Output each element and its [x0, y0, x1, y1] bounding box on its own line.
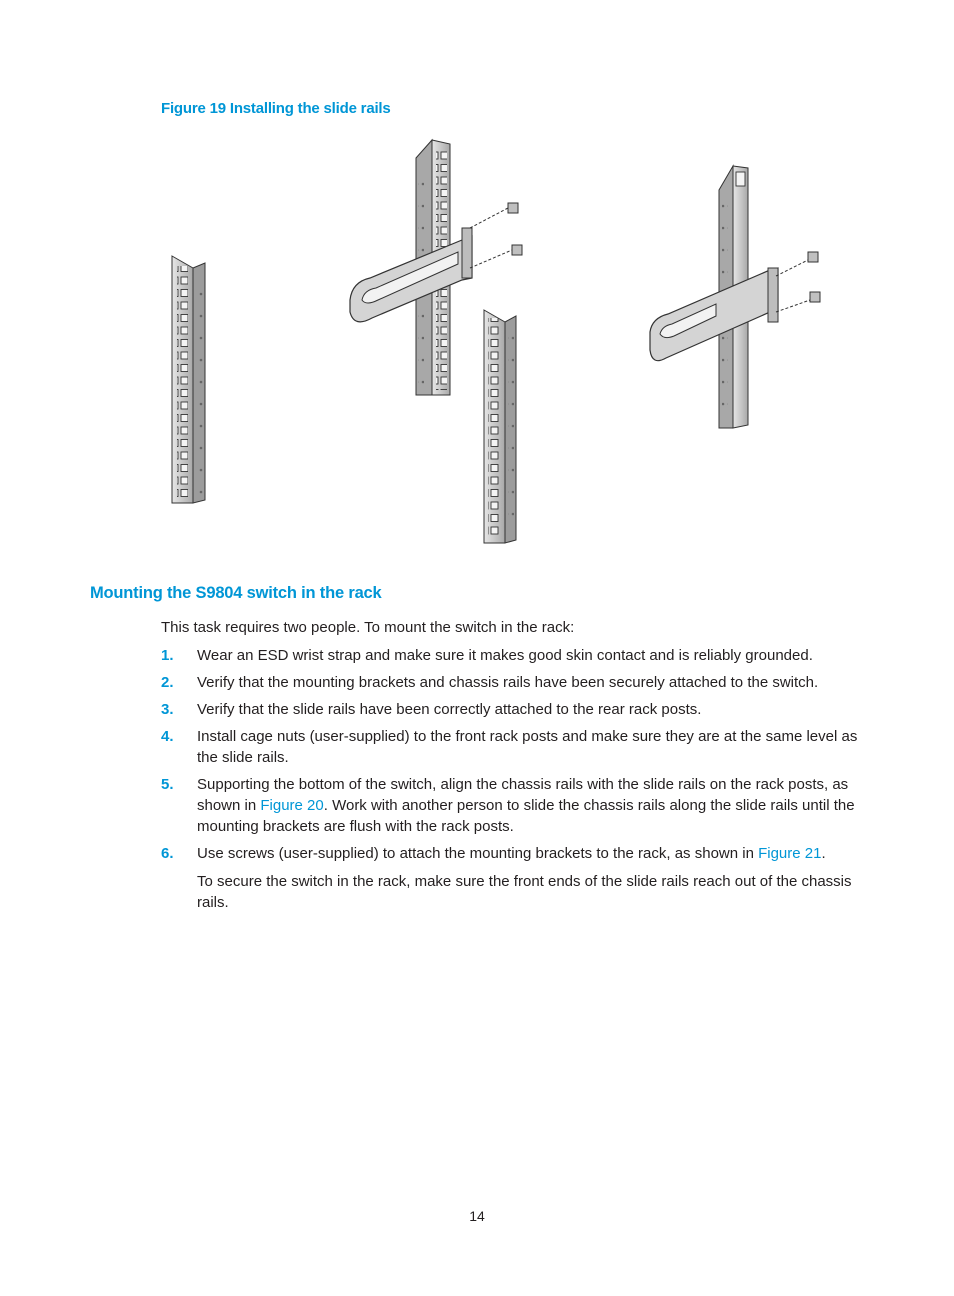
steps-list — [161, 645, 866, 919]
step-note: To secure the switch in the rack, make sure the front ends of the slide rails reach out of the chassis rails. — [197, 873, 852, 911]
screw-icon — [776, 252, 820, 312]
step-number: 5. — [161, 776, 174, 793]
step-text: Install cage nuts (user-supplied) to the front rack posts and make sure they are at the same level as the slide rails. — [197, 728, 858, 766]
step-number: 4. — [161, 728, 174, 745]
step-text: Verify that the mounting brackets and chassis rails have been securely attached to the switch. — [197, 674, 819, 691]
slide-rail-illustration — [150, 130, 890, 560]
figure-caption: Figure 19 Installing the slide rails — [161, 100, 391, 117]
list-item — [161, 672, 866, 693]
list-item — [161, 645, 866, 666]
step-number: 3. — [161, 701, 174, 718]
slide-rail-middle — [350, 228, 472, 322]
figure-20-link[interactable]: Figure 20 — [260, 797, 324, 814]
list-item — [161, 774, 866, 837]
step-text: Supporting the bottom of the switch, align the chassis rails with the slide rails on the rack posts, as shown in Figure 20. Work with another person to slide the chassis rails along the slide rails until the mounting brackets are flush with the rack posts. — [197, 776, 855, 835]
list-item — [161, 843, 866, 913]
step-text: Use screws (user-supplied) to attach the mounting brackets to the rack, as shown in Figure 21. — [197, 845, 826, 862]
slide-rail-right — [650, 268, 778, 361]
step-number: 6. — [161, 845, 174, 862]
intro-paragraph: This task requires two people. To mount the switch in the rack: — [161, 619, 575, 636]
list-item — [161, 726, 866, 768]
rack-post-left — [172, 256, 205, 503]
screw-icon — [470, 203, 522, 268]
list-item — [161, 699, 866, 720]
step-text: Verify that the slide rails have been correctly attached to the rear rack posts. — [197, 701, 702, 718]
step-number: 2. — [161, 674, 174, 691]
page-number: 14 — [469, 1208, 485, 1224]
step-text: Wear an ESD wrist strap and make sure it makes good skin contact and is reliably grounded. — [197, 647, 813, 664]
section-heading: Mounting the S9804 switch in the rack — [90, 584, 382, 602]
figure-21-link[interactable]: Figure 21 — [758, 845, 822, 862]
rack-post-middle-front — [484, 310, 516, 543]
step-number: 1. — [161, 647, 174, 664]
